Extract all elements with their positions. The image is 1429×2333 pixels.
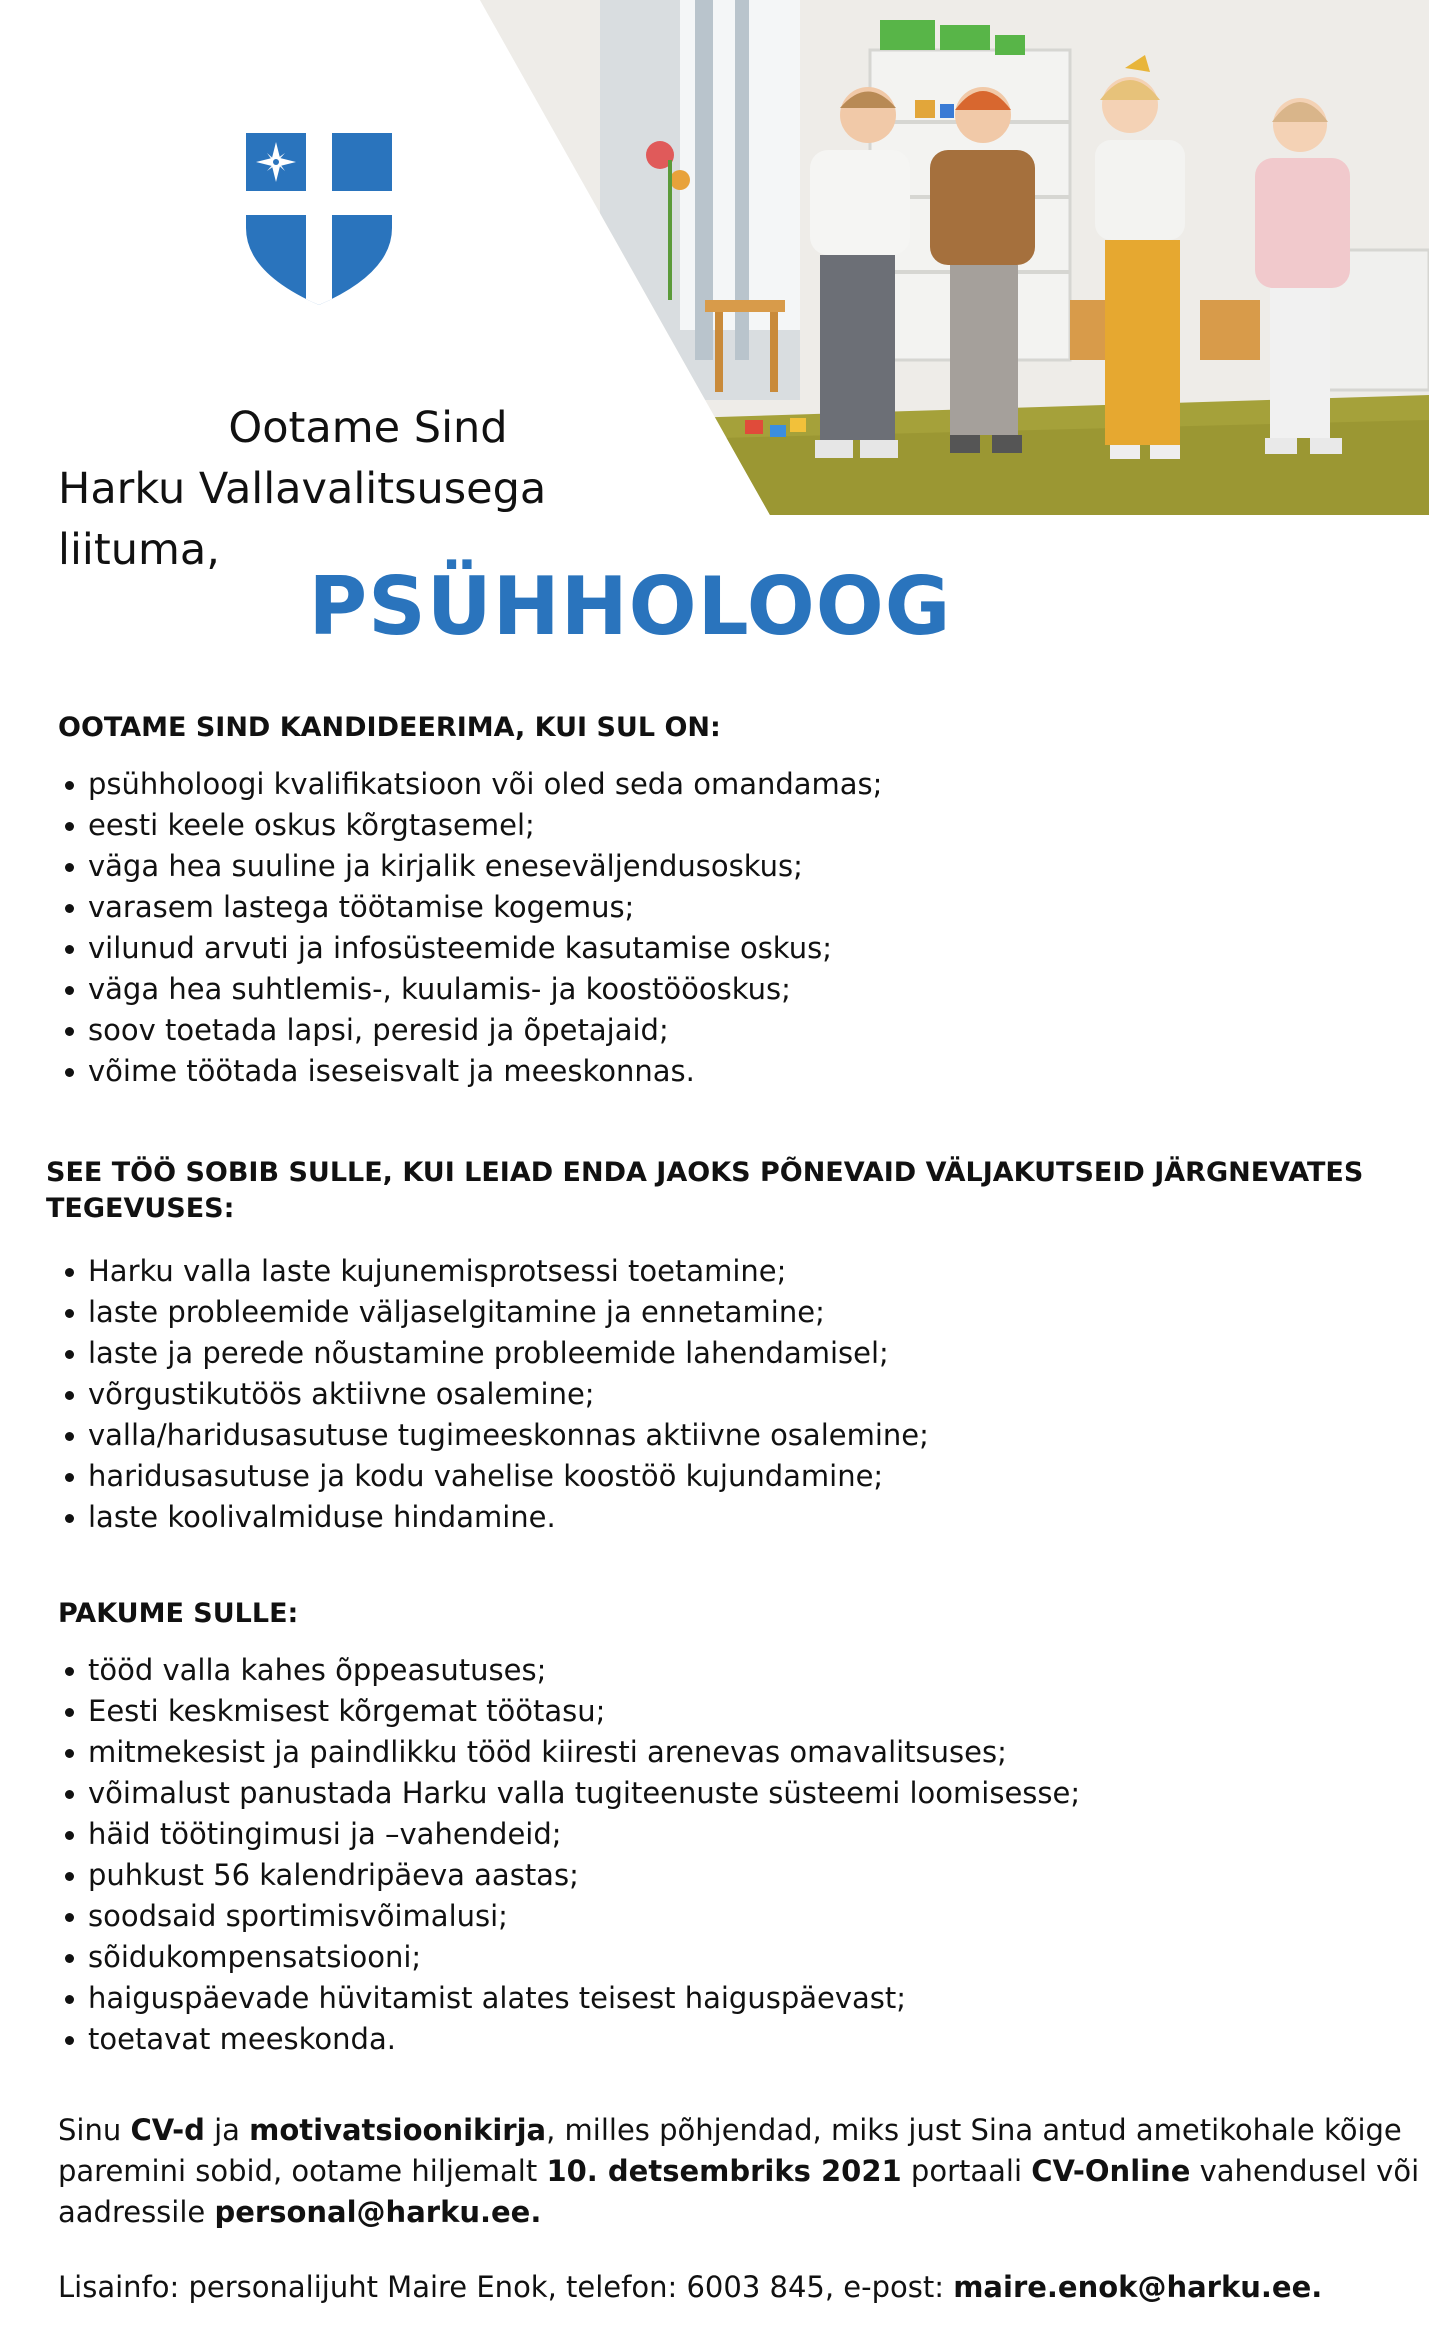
list-item: haiguspäevade hüvitamist alates teisest haiguspäevast;	[58, 1978, 1080, 2019]
intro-text	[58, 398, 678, 581]
application-paragraph	[58, 2110, 1419, 2233]
list-item: võrgustikutöös aktiivne osalemine;	[58, 1374, 929, 1415]
application-text: paremini sobid, ootame hiljemalt	[58, 2154, 547, 2188]
list-item: eesti keele oskus kõrgtasemel;	[58, 805, 882, 846]
list-item: valla/haridusasutuse tugimeeskonnas aktiivne osalemine;	[58, 1415, 929, 1456]
list-item: võimalust panustada Harku valla tugiteenuste süsteemi loomisesse;	[58, 1773, 1080, 1814]
list-item: laste probleemide väljaselgitamine ja ennetamine;	[58, 1292, 929, 1333]
list-item: Harku valla laste kujunemisprotsessi toetamine;	[58, 1251, 929, 1292]
list-item: soov toetada lapsi, peresid ja õpetajaid;	[58, 1010, 882, 1051]
intro-line-1: Ootame Sind	[228, 403, 508, 453]
list-item: psühholoogi kvalifikatsioon või oled seda omandamas;	[58, 764, 882, 805]
application-text: , milles põhjendad, miks just Sina antud ametikohale kõige	[546, 2113, 1402, 2147]
tasks-heading	[46, 1155, 1363, 1227]
list-item: sõidukompensatsiooni;	[58, 1937, 1080, 1978]
application-bold: motivatsioonikirja	[249, 2113, 547, 2147]
requirements-list	[58, 764, 882, 1092]
application-email: personal@harku.ee.	[214, 2195, 542, 2229]
list-item: soodsaid sportimisvõimalusi;	[58, 1896, 1080, 1937]
list-item: laste ja perede nõustamine probleemide lahendamisel;	[58, 1333, 929, 1374]
list-item: puhkust 56 kalendripäeva aastas;	[58, 1855, 1080, 1896]
contact-email: maire.enok@harku.ee.	[953, 2270, 1323, 2304]
offer-list	[58, 1650, 1080, 2060]
application-text: vahendusel või	[1190, 2154, 1420, 2188]
application-text: Sinu	[58, 2113, 131, 2147]
list-item: mitmekesist ja paindlikku tööd kiiresti arenevas omavalitsuses;	[58, 1732, 1080, 1773]
tasks-list	[58, 1251, 929, 1538]
application-text: aadressile	[58, 2195, 215, 2229]
job-title: PSÜHHOLOOG	[308, 560, 952, 653]
application-text: ja	[204, 2113, 250, 2147]
list-item: Eesti keskmisest kõrgemat töötasu;	[58, 1691, 1080, 1732]
contact-text: Lisainfo: personalijuht Maire Enok, telefon: 6003 845, e-post:	[58, 2270, 954, 2304]
contact-line	[58, 2267, 1322, 2308]
application-text: portaali	[901, 2154, 1032, 2188]
tasks-heading-line-2: TEGEVUSES:	[46, 1193, 235, 1224]
application-deadline: 10. detsembriks 2021	[546, 2154, 902, 2188]
harku-coat-of-arms-icon	[246, 133, 392, 305]
list-item: toetavat meeskonda.	[58, 2019, 1080, 2060]
list-item: häid töötingimusi ja –vahendeid;	[58, 1814, 1080, 1855]
list-item: väga hea suuline ja kirjalik eneseväljendusoskus;	[58, 846, 882, 887]
offer-heading: PAKUME SULLE:	[58, 1598, 299, 1629]
list-item: tööd valla kahes õppeasutuses;	[58, 1650, 1080, 1691]
list-item: laste koolivalmiduse hindamine.	[58, 1497, 929, 1538]
application-bold: CV-Online	[1031, 2154, 1191, 2188]
intro-line-2: Harku Vallavalitsusega liituma,	[58, 464, 547, 575]
list-item: vilunud arvuti ja infosüsteemide kasutamise oskus;	[58, 928, 882, 969]
list-item: varasem lastega töötamise kogemus;	[58, 887, 882, 928]
list-item: väga hea suhtlemis-, kuulamis- ja koostööoskus;	[58, 969, 882, 1010]
tasks-heading-line-1: SEE TÖÖ SOBIB SULLE, KUI LEIAD ENDA JAOKS PÕNEVAID VÄLJAKUTSEID JÄRGNEVATES	[46, 1157, 1364, 1188]
application-bold: CV-d	[130, 2113, 205, 2147]
requirements-heading: OOTAME SIND KANDIDEERIMA, KUI SUL ON:	[58, 712, 721, 743]
list-item: võime töötada iseseisvalt ja meeskonnas.	[58, 1051, 882, 1092]
list-item: haridusasutuse ja kodu vahelise koostöö kujundamine;	[58, 1456, 929, 1497]
